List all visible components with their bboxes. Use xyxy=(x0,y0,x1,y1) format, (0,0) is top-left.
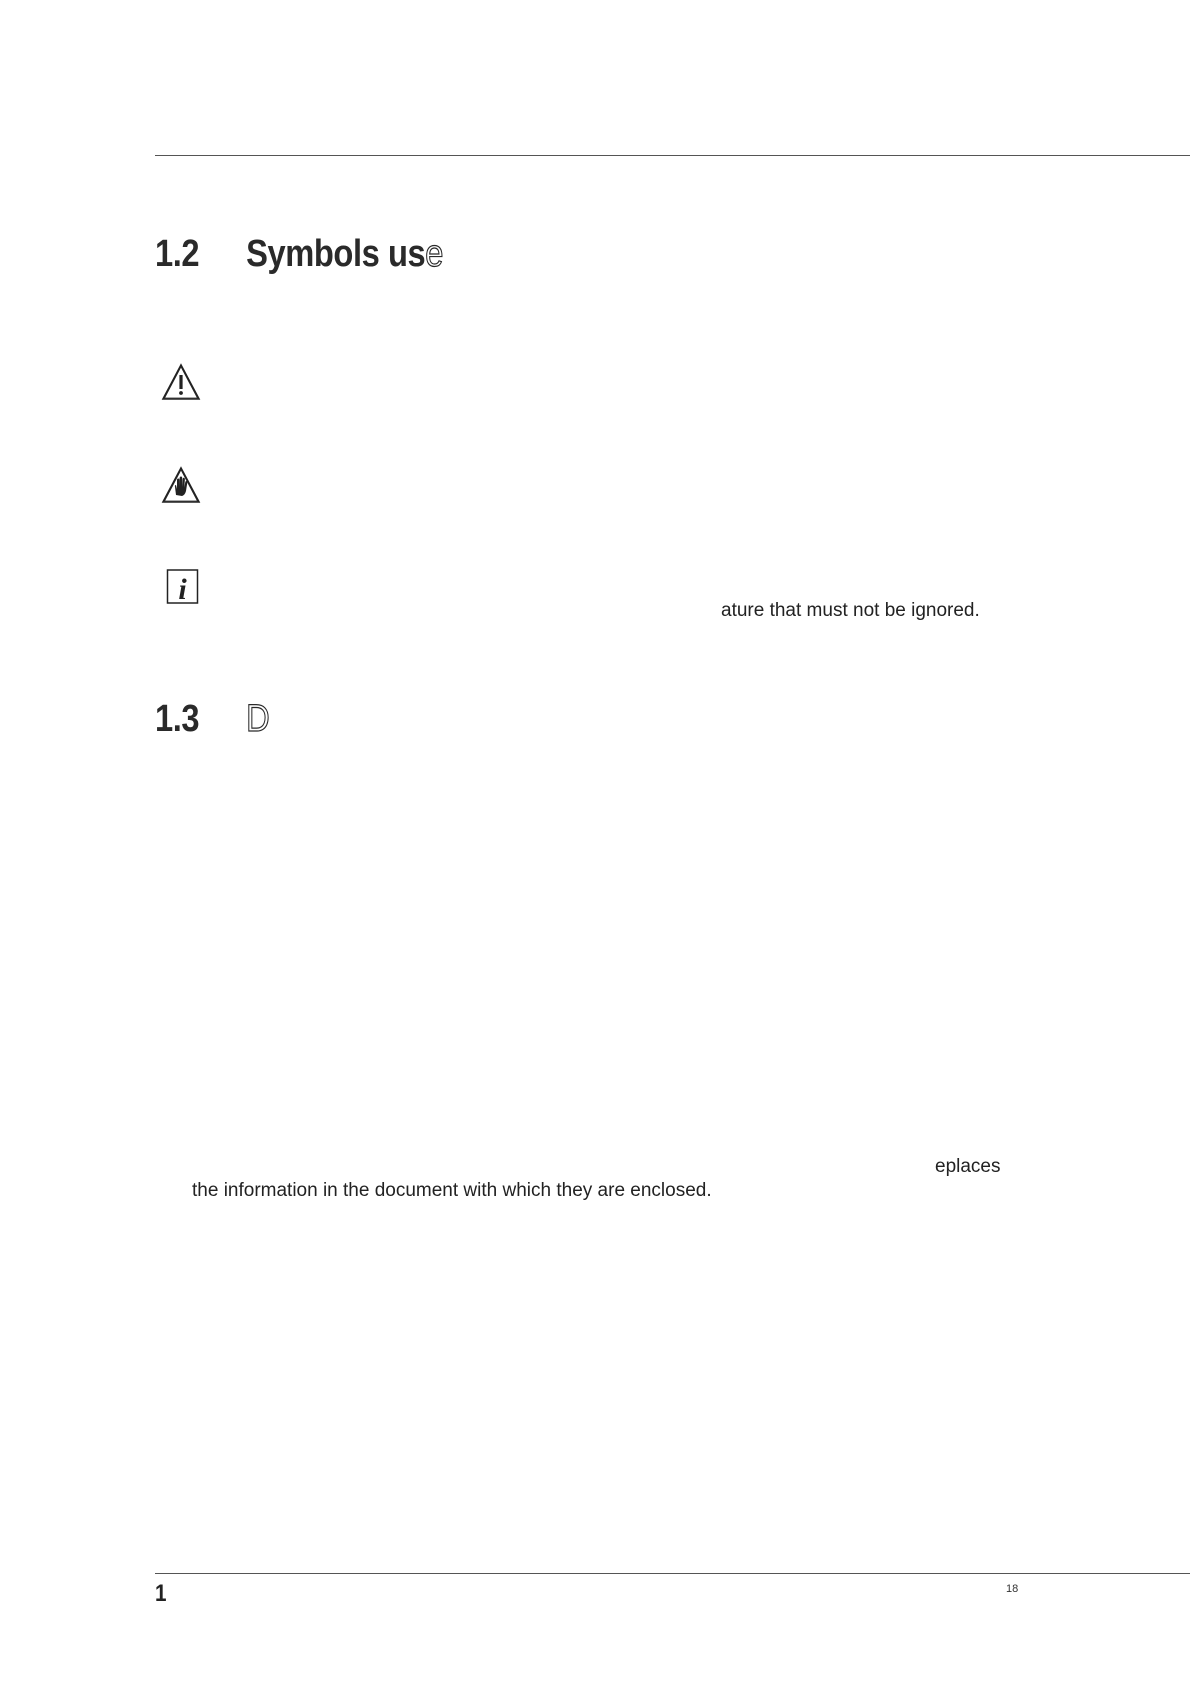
warning-triangle-icon xyxy=(161,362,201,402)
info-note-text: ature that must not be ignored. xyxy=(721,600,980,621)
section-number: 1.2 xyxy=(155,233,200,275)
section-title: D xyxy=(246,698,270,740)
replaces-text: eplaces xyxy=(935,1156,1001,1177)
footer-rule xyxy=(155,1573,1190,1574)
info-icon xyxy=(165,567,205,607)
section-number: 1.3 xyxy=(155,698,200,740)
enclosed-text: the information in the document with which they are enclosed. xyxy=(192,1180,712,1201)
section-title: Symbols use xyxy=(246,233,444,275)
hand-stop-triangle-icon xyxy=(161,465,201,505)
header-rule xyxy=(155,155,1190,156)
footer-page-number: 18 xyxy=(1006,1583,1019,1595)
svg-text:i: i xyxy=(178,573,187,606)
footer-chapter-number: 1 xyxy=(155,1580,167,1607)
